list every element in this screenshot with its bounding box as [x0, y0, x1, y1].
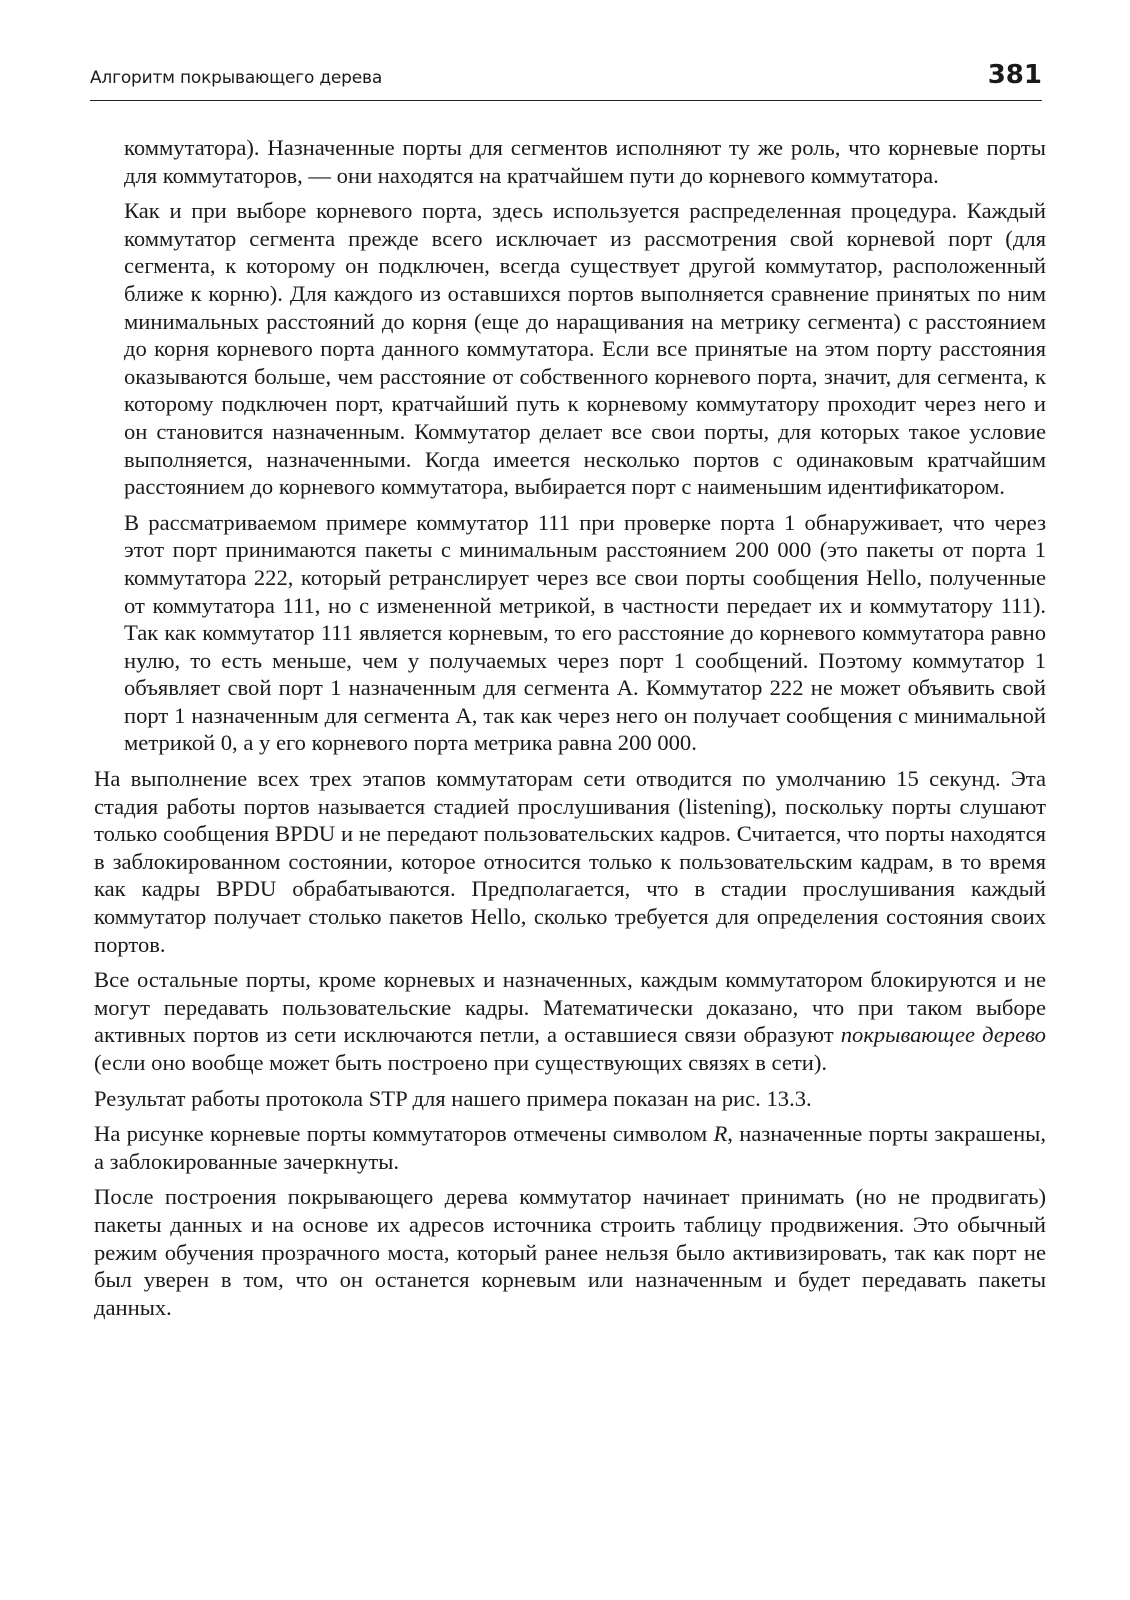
- paragraph-blocked-ports: [94, 966, 1046, 1076]
- symbol-r: R: [713, 1121, 728, 1147]
- paragraph-stp-result: Результат работы протокола STP для нашего примера показан на рис. 13.3.: [94, 1085, 812, 1111]
- paragraph-learning-mode: После построения покрывающего дерева коммутатор начинает принимать (но не продвигать) пакеты данных и на основе их адресов источника строить таблицу продвижения. Это обычный режим обучения прозрачного моста, который ранее нельзя было активизировать, так как порт не был уверен в том, что он останется корневым или назначенным и будет передавать пакеты данных.: [94, 1184, 1046, 1320]
- paragraph-blocked-ports-text-after: (если оно вообще может быть построено при существующих связях в сети).: [94, 1050, 828, 1075]
- paragraph-figure-legend-text-before: На рисунке корневые порты коммутаторов отмечены символом: [94, 1121, 714, 1147]
- running-header: [90, 62, 1042, 101]
- paragraph-blocked-ports-text-before: Все остальные порты, кроме корневых и назначенных, каждым коммутатором блокируются и не могут передавать пользовательские кадры. Математически доказано, что при таком выборе активных портов из сети исключаются петли, а оставшиеся связи образуют: [94, 967, 1046, 1048]
- paragraph-figure-legend: [94, 1120, 1046, 1175]
- paragraph-figure-legend-text-after: , назначенные порты закрашены, а заблокированные зачеркнуты.: [94, 1121, 1046, 1174]
- paragraph-example-switch-111: В рассматриваемом примере коммутатор 111 при проверке порта 1 обнаруживает, что через этот порт принимаются пакеты с минимальным расстоянием 200 000 (это пакеты от порта 1 коммутатора 222, который ретранслирует через все свои порты сообщения Hello, полученные от коммутатора 111, но с измененной метрикой, в частности передает их и коммутатору 111). Так как коммутатор 111 является корневым, то его расстояние до корневого коммутатора равно нулю, то есть меньше, чем у получаемых через порт 1 сообщений. Поэтому коммутатор 1 объявляет свой порт 1 назначенным для сегмента A. Коммутатор 222 не может объявить свой порт 1 назначенным для сегмента A, так как через него он получает сообщения с минимальной метрикой 0, а у его корневого порта метрика равна 200 000.: [124, 509, 1046, 756]
- paragraph-designated-ports-intro: коммутатора). Назначенные порты для сегментов исполняют ту же роль, что корневые порты для коммутаторов, — они находятся на кратчайшем пути до корневого коммутатора.: [124, 135, 1046, 188]
- term-spanning-tree: покрывающее дерево: [840, 1022, 1046, 1048]
- paragraph-listening-stage: На выполнение всех трех этапов коммутаторам сети отводится по умолчанию 15 секунд. Эта стадия работы портов называется стадией прослушивания (listening), поскольку порты слушают только сообщения BPDU и не передают пользовательских кадров. Считается, что порты находятся в заблокированном состоянии, которое относится только к пользовательским кадрам, в то время как кадры BPDU обрабатываются. Предполагается, что в стадии прослушивания каждый коммутатор получает столько пакетов Hello, сколько требуется для определения состояния своих портов.: [94, 766, 1046, 957]
- body-text: [94, 134, 1046, 1329]
- page-number: 381: [987, 60, 1042, 90]
- running-title: Алгоритм покрывающего дерева: [90, 68, 383, 88]
- paragraph-distributed-procedure: Как и при выборе корневого порта, здесь используется распределенная процедура. Каждый коммутатор сегмента прежде всего исключает из рассмотрения свой корневой порт (для сегмента, к которому он подключен, всегда существует другой коммутатор, расположенный ближе к корню). Для каждого из оставшихся портов выполняется сравнение принятых по ним минимальных расстояний до корня (еще до наращивания на метрику сегмента) с расстоянием до корня корневого порта данного коммутатора. Если все принятые на этом порту расстояния оказываются больше, чем расстояние от собственного корневого порта, значит, для сегмента, к которому подключен порт, кратчайший путь к корневому коммутатору проходит через него и он становится назначенным. Коммутатор делает все свои порты, для которых такое условие выполняется, назначенными. Когда имеется несколько портов с одинаковым кратчайшим расстоянием до корневого коммутатора, выбирается порт с наименьшим идентификатором.: [124, 198, 1046, 500]
